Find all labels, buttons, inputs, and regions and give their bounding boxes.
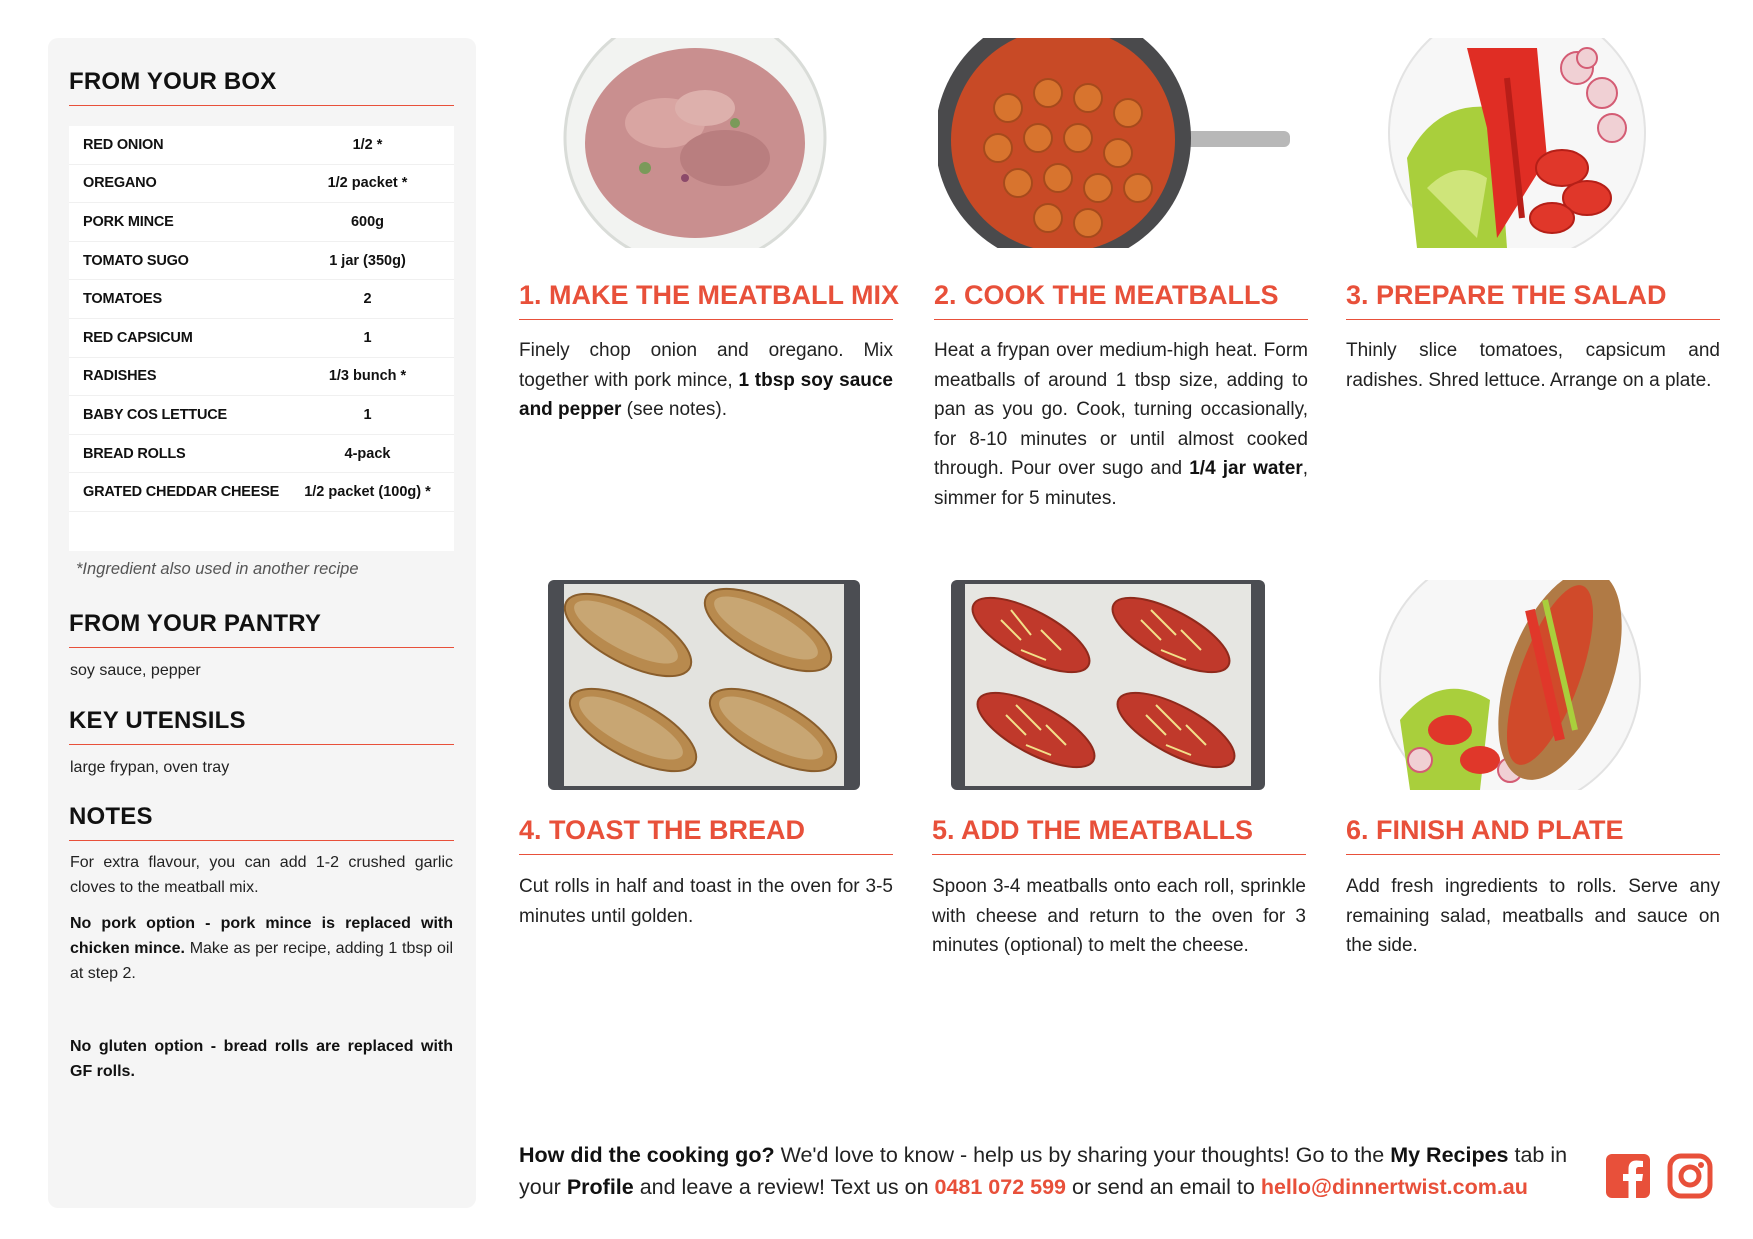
note-garlic: For extra flavour, you can add 1-2 crushed garlic cloves to the meatball mix. — [70, 854, 453, 896]
ingredient-footnote: *Ingredient also used in another recipe — [76, 560, 359, 578]
ingredient-quantity: 1/2 * — [352, 136, 383, 153]
ingredient-name: GRATED CHEDDAR CHEESE — [83, 484, 280, 501]
step-4-text: Cut rolls in half and toast in the oven for 3-5 minutes until golden. — [519, 876, 893, 927]
pantry-text: soy sauce, pepper — [70, 662, 201, 679]
ingredient-row — [69, 242, 454, 281]
step-1-text — [519, 336, 893, 425]
ingredient-name: BABY COS LETTUCE — [83, 406, 227, 423]
step-3-title: 3. PREPARE THE SALAD — [1346, 280, 1720, 320]
step-2-text-b: , simmer for 5 minutes. — [934, 458, 1309, 509]
ingredient-row — [69, 358, 454, 397]
ingredient-quantity: 2 — [363, 291, 372, 308]
footer-text-4: or send an email to — [1066, 1174, 1261, 1199]
step-1-text-bold: 1 tbsp soy sauce and pepper — [519, 369, 894, 420]
ingredient-row — [69, 435, 454, 474]
ingredient-quantity: 600g — [350, 213, 385, 230]
ingredient-row — [69, 203, 454, 242]
phone-number-link[interactable]: 0481 072 599 — [934, 1174, 1067, 1199]
ingredient-name: OREGANO — [83, 175, 157, 192]
toasted-bread-photo — [548, 580, 860, 790]
ingredient-quantity: 1/2 packet (100g) * — [304, 484, 431, 501]
ingredient-name: RED CAPSICUM — [83, 329, 193, 346]
email-link[interactable]: hello@dinnertwist.com.au — [1260, 1174, 1528, 1199]
step-6-text: Add fresh ingredients to rolls. Serve any remaining salad, meatballs and sauce on the side. — [1346, 876, 1720, 956]
ingredient-name: BREAD ROLLS — [83, 445, 186, 462]
from-your-pantry-heading: FROM YOUR PANTRY — [69, 610, 454, 648]
ingredient-name: TOMATOES — [83, 291, 162, 308]
ingredient-quantity: 4-pack — [344, 445, 391, 462]
note-no-gluten — [70, 1034, 453, 1084]
ingredient-quantity: 1 — [363, 406, 372, 423]
step-2-text — [934, 336, 1308, 513]
utensils-text: large frypan, oven tray — [70, 759, 230, 776]
ingredient-row — [69, 280, 454, 319]
ingredients-panel — [48, 38, 476, 1208]
instagram-icon[interactable] — [1667, 1153, 1713, 1199]
ingredient-name: RADISHES — [83, 368, 157, 385]
key-utensils-heading: KEY UTENSILS — [69, 707, 454, 745]
step-2-text-bold: 1/4 jar water — [1189, 458, 1303, 479]
note-no-pork-bold: No pork option - pork mince is replaced with chicken mince. — [70, 915, 453, 957]
my-recipes-label: My Recipes — [1390, 1143, 1509, 1167]
ingredient-name: TOMATO SUGO — [83, 252, 189, 269]
meatball-rolls-photo — [951, 580, 1265, 790]
footer-text-1: We'd love to know - help us by sharing your thoughts! Go to the — [774, 1143, 1391, 1167]
ingredient-name: RED ONION — [83, 136, 164, 153]
step-2-text-a: Heat a frypan over medium-high heat. Form meatballs of around 1 tbsp size, adding to pan as you go. Cook, turning occasionally, for 8-10 minutes or until almost cooked through. Pour over sugo and — [934, 340, 1308, 479]
ingredient-quantity: 1 jar (350g) — [329, 252, 406, 269]
step-1-text-a: Finely chop onion and oregano. Mix together with pork mince, — [519, 340, 893, 391]
ingredient-name: PORK MINCE — [83, 213, 174, 230]
finished-plate-photo — [1360, 580, 1670, 790]
step-1-title: 1. MAKE THE MEATBALL MIX — [519, 280, 893, 320]
footer-text-2: tab in your — [519, 1143, 1568, 1199]
facebook-icon[interactable] — [1605, 1153, 1651, 1199]
ingredient-row — [69, 473, 454, 512]
step-4-title: 4. TOAST THE BREAD — [519, 815, 893, 855]
ingredient-quantity: 1 — [363, 329, 372, 346]
ingredient-quantity: 1/2 packet * — [327, 175, 408, 192]
step-6-title: 6. FINISH AND PLATE — [1346, 815, 1720, 855]
note-no-pork-rest: Make as per recipe, adding 1 tbsp oil at step 2. — [70, 940, 453, 982]
meatballs-pan-photo — [938, 38, 1290, 248]
ingredient-row — [69, 165, 454, 204]
ingredient-row — [69, 396, 454, 435]
salad-plate-photo — [1347, 38, 1687, 248]
note-no-pork — [70, 911, 453, 986]
ingredient-quantity: 1/3 bunch * — [328, 368, 407, 385]
footer-question: How did the cooking go? — [519, 1143, 775, 1167]
ingredient-row — [69, 319, 454, 358]
notes-heading: NOTES — [69, 803, 454, 841]
ingredient-row — [69, 126, 454, 165]
footer-text-3: and leave a review! Text us on — [633, 1174, 935, 1199]
step-3-text: Thinly slice tomatoes, capsicum and radishes. Shred lettuce. Arrange on a plate. — [1346, 340, 1720, 391]
step-1-text-b: (see notes). — [621, 399, 728, 420]
profile-label: Profile — [566, 1174, 634, 1199]
step-2-title: 2. COOK THE MEATBALLS — [934, 280, 1308, 320]
ingredients-table — [69, 126, 454, 551]
step-5-title: 5. ADD THE MEATBALLS — [932, 815, 1306, 855]
from-your-box-heading: FROM YOUR BOX — [69, 68, 454, 106]
step-5-text: Spoon 3-4 meatballs onto each roll, sprinkle with cheese and return to the oven for 3 minutes (optional) to melt the cheese. — [932, 876, 1306, 956]
note-no-gluten-bold: No gluten option - bread rolls are replaced with GF rolls. — [70, 1038, 453, 1080]
meatball-mix-photo — [535, 38, 865, 248]
feedback-footer — [519, 1140, 1579, 1203]
